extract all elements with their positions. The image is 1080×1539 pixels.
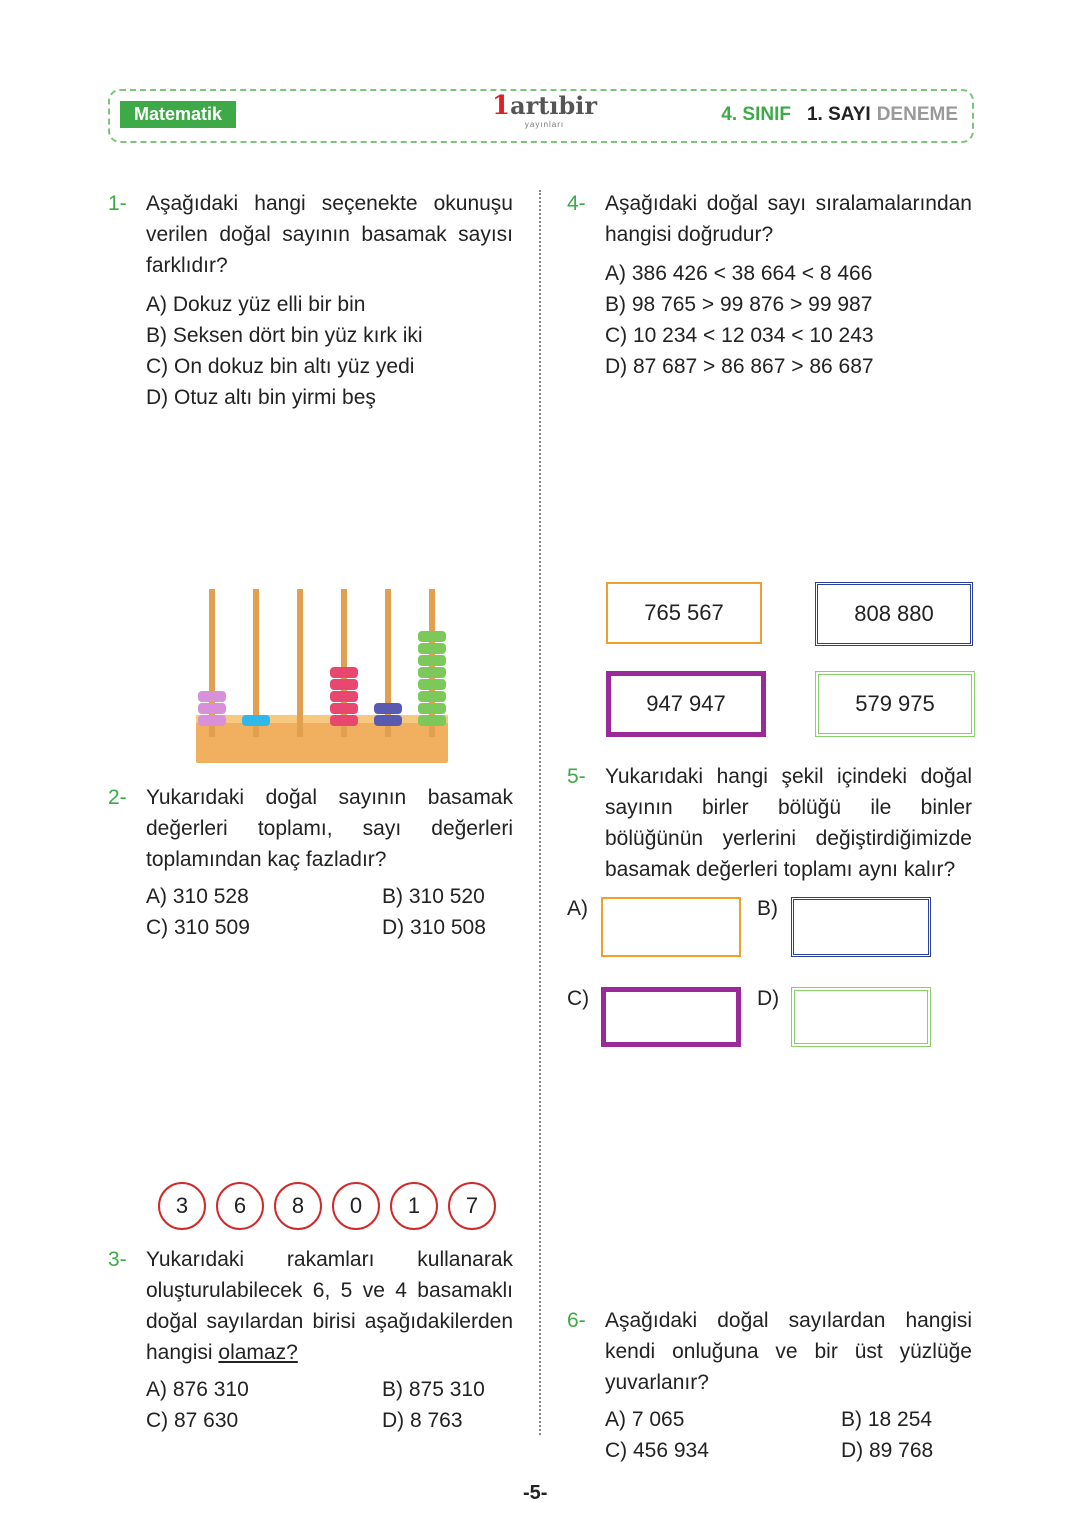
digit-circle: 8 [274,1182,322,1230]
option[interactable]: C) On dokuz bin altı yüz yedi [146,355,415,378]
abacus-bead [330,703,358,714]
option[interactable]: C) 310 509 [146,916,250,939]
abacus-bead [418,691,446,702]
abacus-rod [385,589,391,737]
page-number: -5- [523,1482,548,1504]
number-box: 947 947 [606,671,766,737]
option[interactable]: C) 87 630 [146,1409,239,1432]
digit-circle: 6 [216,1182,264,1230]
abacus-bead [418,655,446,666]
abacus-bead [198,715,226,726]
option-box-c [601,987,741,1047]
question-1: 1- Aşağıdaki hangi seçenekte okunuşu verilen doğal sayının basamak sayısı farklıdır? A) Dokuz yüz elli bir bin B) Seksen dört bin yüz kırk iki C) On dokuz bin altı yüz yedi D) Otuz altı bin yirmi beş [108,188,513,413]
question-6: 6- Aşağıdaki doğal sayılardan hangisi kendi onluğuna ve bir üst yüzlüğe yuvarlanır? A) 7 065 B) 18 254 C) 456 934 D) 89 768 [567,1305,972,1466]
digit-circle: 3 [158,1182,206,1230]
abacus-bead [418,679,446,690]
option[interactable]: A) 876 310 [146,1378,249,1401]
option[interactable]: C) 10 234 < 12 034 < 10 243 [605,324,874,347]
abacus-bead [330,679,358,690]
option[interactable]: A) 7 065 [605,1408,685,1431]
option[interactable]: D) [757,983,947,1047]
abacus-rod [253,589,259,737]
option[interactable]: B) [757,893,947,957]
question-2: 2- Yukarıdaki doğal sayının basamak değerleri toplamı, sayı değerleri toplamından kaç fazladır? A) 310 528 B) 310 520 C) 310 509 D) 310 508 [108,782,513,943]
option[interactable]: D) 310 508 [382,916,486,939]
abacus-bead [198,691,226,702]
header-right: 4. SINIF 1. SAYI DENEME [721,104,958,125]
abacus-bead [418,643,446,654]
abacus-bead [418,715,446,726]
header [108,89,974,143]
abacus-bead [418,703,446,714]
question-4: 4- Aşağıdaki doğal sayı sıralamalarından hangisi doğrudur? A) 386 426 < 38 664 < 8 466 B) 98 765 > 99 876 > 99 987 C) 10 234 < 12 034 < 10 243 D) 87 687 > 86 867 > 86 687 [567,188,972,382]
digit-circle: 1 [390,1182,438,1230]
option-box-d [791,987,931,1047]
option-box-b [791,897,931,957]
option[interactable]: B) 98 765 > 99 876 > 99 987 [605,293,873,316]
option-box-a [601,897,741,957]
abacus-bead [242,715,270,726]
option[interactable]: B) 310 520 [382,885,485,908]
abacus-bead [330,715,358,726]
abacus-bead [418,631,446,642]
option[interactable]: D) 8 763 [382,1409,463,1432]
option[interactable]: D) 89 768 [841,1439,934,1462]
subject-badge: Matematik [120,101,236,128]
option[interactable]: B) Seksen dört bin yüz kırk iki [146,324,423,347]
option[interactable]: B) 875 310 [382,1378,485,1401]
publisher-logo: 1artıbir yayınları [492,91,598,129]
option[interactable]: A) 386 426 < 38 664 < 8 466 [605,262,873,285]
option[interactable]: A) [567,893,757,957]
digit-circle: 7 [448,1182,496,1230]
number-box: 808 880 [815,582,973,646]
option[interactable]: D) 87 687 > 86 867 > 86 687 [605,355,874,378]
digit-circle: 0 [332,1182,380,1230]
abacus-rod [209,589,215,737]
abacus-bead [418,667,446,678]
abacus-rod [341,589,347,737]
question-3: 3- Yukarıdaki rakamları kullanarak oluşturulabilecek 6, 5 ve 4 basamaklı doğal sayılardan birisi aşağıdakilerden hangisi olamaz? A) 876 310 B) 875 310 C) 87 630 D) 8 763 [108,1244,513,1436]
column-divider [539,190,541,1435]
question-5: 5- Yukarıdaki hangi şekil içindeki doğal sayının birler bölüğü ile binler bölüğünün yerlerini değiştirdiğimizde basamak değerleri toplamı aynı kalır? A) B) C) D) [567,761,972,1047]
abacus-bead [374,715,402,726]
option[interactable]: C) 456 934 [605,1439,709,1462]
option[interactable]: D) Otuz altı bin yirmi beş [146,386,376,409]
abacus-bead [330,691,358,702]
option[interactable]: B) 18 254 [841,1408,933,1431]
abacus-bead [198,703,226,714]
option[interactable]: A) Dokuz yüz elli bir bin [146,293,366,316]
number-box: 765 567 [606,582,762,644]
number-box: 579 975 [815,671,975,737]
abacus-image [192,585,452,767]
abacus-bead [374,703,402,714]
option[interactable]: A) 310 528 [146,885,249,908]
option[interactable]: C) [567,983,757,1047]
abacus-rod [297,589,303,737]
abacus-bead [330,667,358,678]
